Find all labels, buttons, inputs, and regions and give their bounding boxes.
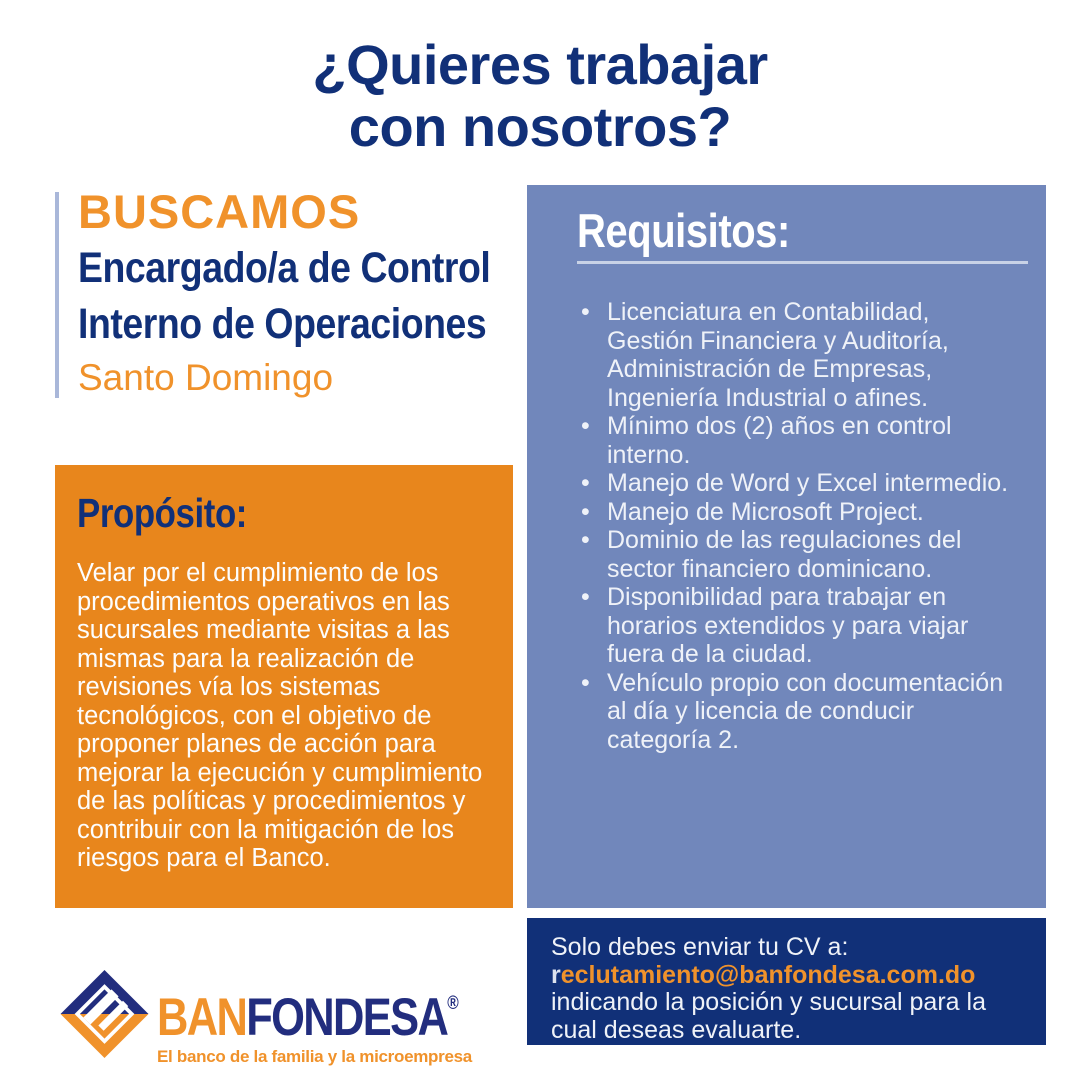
job-title-line2: Interno de Operaciones — [78, 300, 487, 348]
page-title — [0, 34, 1080, 158]
page-title-line2: con nosotros? — [348, 95, 732, 158]
requirement-item: • Manejo de Word y Excel intermedio. — [577, 469, 1020, 498]
page-title-line1: ¿Quieres trabajar — [312, 33, 768, 96]
requirements-panel — [527, 185, 1046, 908]
requirements-heading: Requisitos: — [577, 204, 790, 257]
requirements-underline — [577, 261, 1028, 264]
kicker-buscamos: BUSCAMOS — [78, 185, 361, 238]
brand-diamond-icon — [56, 970, 153, 1058]
requirement-item: • Licenciatura en Contabilidad, Gestión Financiera y Auditoría, Administración de Empresas, Ingeniería Industrial o afines. — [577, 298, 1020, 412]
job-location: Santo Domingo — [78, 357, 334, 398]
registered-mark: ® — [447, 993, 459, 1014]
requirement-item: • Mínimo dos (2) años en control interno. — [577, 412, 1020, 469]
banfondesa-logo — [56, 970, 472, 1067]
logo-text — [157, 970, 472, 1067]
requirement-item: • Manejo de Microsoft Project. — [577, 498, 1020, 527]
logo-wordmark — [157, 978, 459, 1047]
logo-fondesa: FONDESA — [246, 988, 448, 1047]
requirement-item: • Disponibilidad para trabajar en horarios extendidos y para viajar fuera de la ciudad. — [577, 583, 1020, 669]
purpose-heading: Propósito: — [77, 490, 247, 536]
email-prefix: r — [551, 960, 561, 989]
recruitment-email-link[interactable] — [551, 962, 1026, 990]
job-title — [78, 240, 490, 352]
requirements-list — [577, 298, 1020, 754]
job-title-line1: Encargado/a de Control — [78, 244, 491, 292]
email-address: eclutamiento@banfondesa.com.do — [560, 960, 976, 989]
purpose-panel — [55, 465, 513, 908]
contact-intro: Solo debes enviar tu CV a: — [551, 933, 849, 961]
logo-tagline: El banco de la familia y la microempresa — [157, 1047, 472, 1066]
requirement-item: • Vehículo propio con documentación al día y licencia de conducir categoría 2. — [577, 669, 1020, 755]
requirement-item: • Dominio de las regulaciones del sector financiero dominicano. — [577, 526, 1020, 583]
contact-panel — [527, 918, 1046, 1045]
vertical-accent-line — [55, 192, 59, 398]
contact-closing: indicando la posición y sucursal para la cual deseas evaluarte. — [551, 988, 986, 1044]
logo-ban: BAN — [157, 988, 247, 1047]
purpose-body: Velar por el cumplimiento de los procedimientos operativos en las sucursales mediante visitas a las mismas para la realización de revisiones vía los sistemas tecnológicos, con el objetivo de proponer planes de acción para mejorar la ejecución y cumplimiento de las políticas y procedimientos y contribuir con la mitigación de los riesgos para el Banco. — [77, 559, 483, 872]
